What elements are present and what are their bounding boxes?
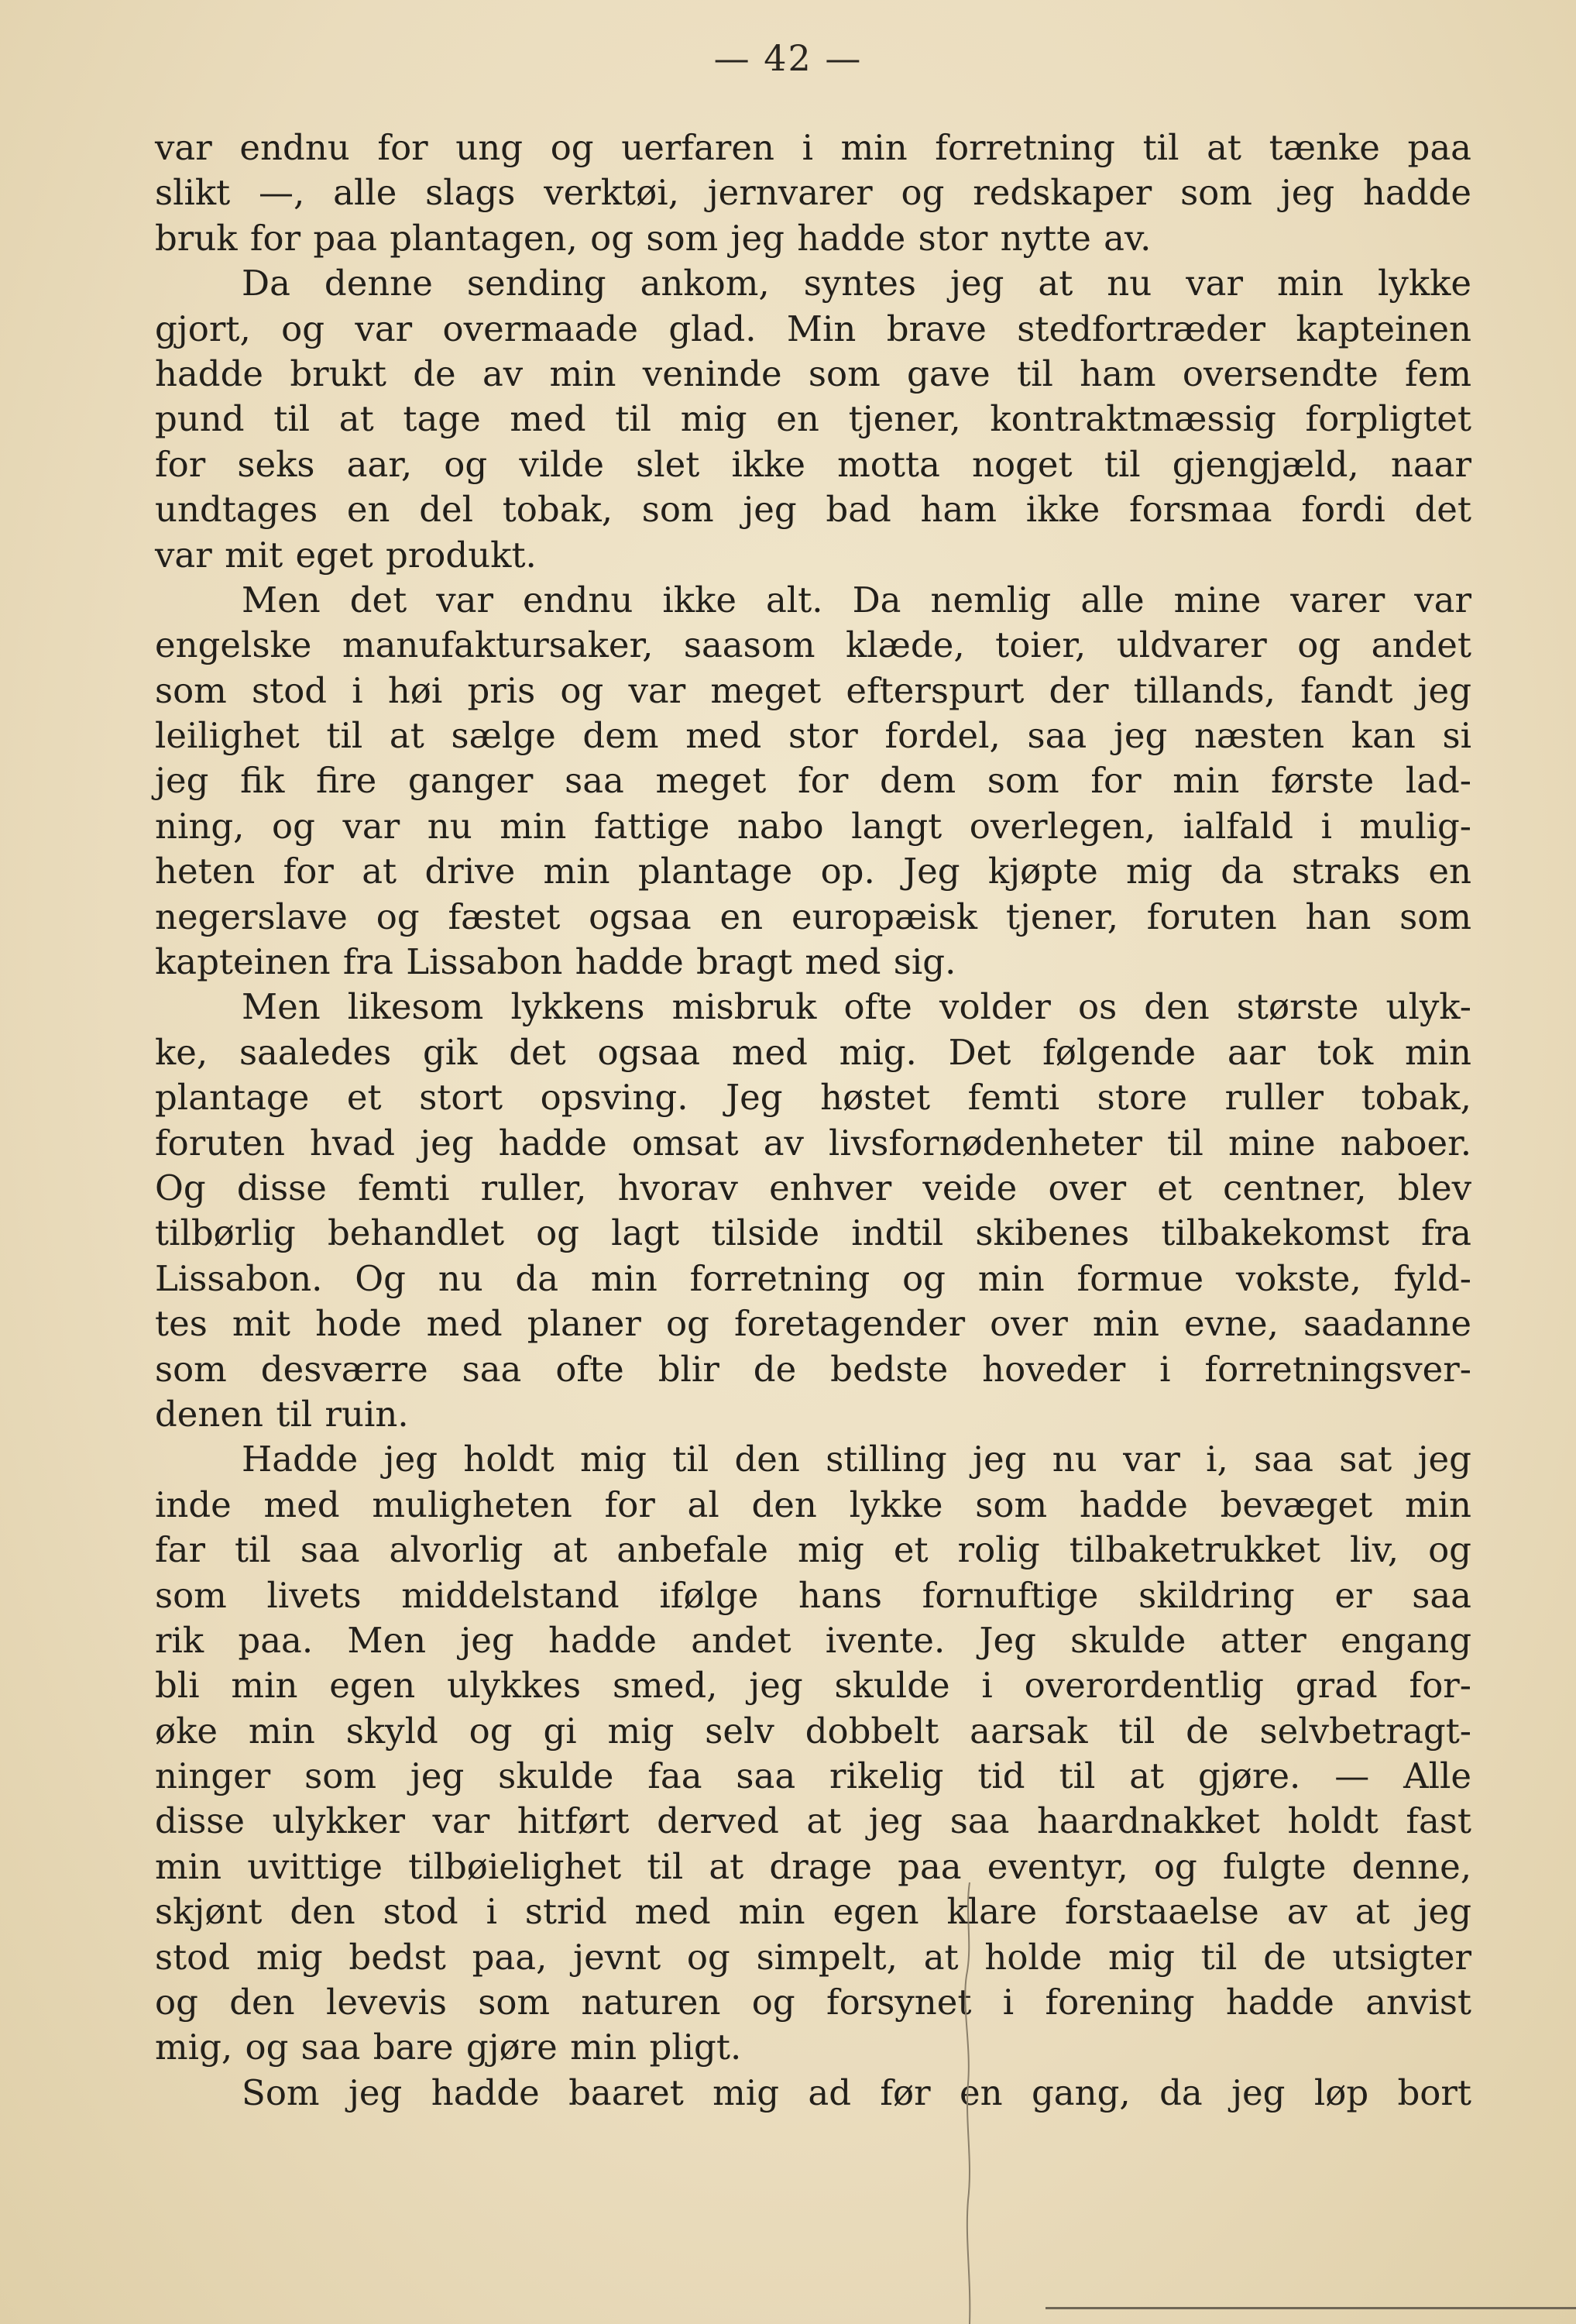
text-line: Men likesom lykkens misbruk ofte volder os den største ulyk-: [242, 986, 1471, 1028]
text-line: hadde brukt de av min veninde som gave til ham oversendte fem: [155, 352, 1471, 394]
text-line: leilighet til at sælge dem med stor fordel, saa jeg næsten kan si: [155, 715, 1471, 757]
text-line: øke min skyld og gi mig selv dobbelt aarsak til de selvbetragt-: [155, 1710, 1471, 1752]
text-line: min uvittige tilbøielighet til at drage paa eventyr, og fulgte denne,: [155, 1845, 1471, 1887]
text-line: var mit eget produkt.: [155, 534, 537, 576]
text-line: foruten hvad jeg hadde omsat av livsfornødenheter til mine naboer.: [155, 1122, 1471, 1164]
text-line: heten for at drive min plantage op. Jeg kjøpte mig da straks en: [155, 851, 1471, 892]
text-line: inde med muligheten for al den lykke som hadde bevæget min: [155, 1483, 1471, 1525]
text-line: jeg fik fire ganger saa meget for dem som for min første lad-: [155, 760, 1471, 802]
text-line: som desværre saa ofte blir de bedste hoveder i forretningsver-: [155, 1348, 1471, 1390]
text-line: var endnu for ung og uerfaren i min forretning til at tænke paa: [155, 127, 1471, 168]
text-line: plantage et stort opsving. Jeg høstet femti store ruller tobak,: [155, 1077, 1471, 1119]
body-text: [155, 125, 1471, 2116]
text-line: Da denne sending ankom, syntes jeg at nu var min lykke: [242, 263, 1471, 304]
text-line: som livets middelstand ifølge hans fornuftige skildring er saa: [155, 1574, 1471, 1616]
text-line: Lissabon. Og nu da min forretning og min formue vokste, fyld-: [155, 1257, 1471, 1299]
text-line: negerslave og fæstet ogsaa en europæisk tjener, foruten han som: [155, 896, 1471, 937]
text-line: Og disse femti ruller, hvorav enhver veide over et centner, blev: [155, 1167, 1471, 1208]
text-line: for seks aar, og vilde slet ikke motta noget til gjengjæld, naar: [155, 443, 1471, 485]
text-line: slikt —, alle slags verktøi, jernvarer og redskaper som jeg hadde: [155, 172, 1471, 214]
page-bottom-edge: [1046, 2307, 1576, 2309]
page-number: — 42 —: [713, 37, 863, 79]
text-line: gjort, og var overmaade glad. Min brave stedfortræder kapteinen: [155, 308, 1471, 349]
text-line: tilbørlig behandlet og lagt tilside indtil skibenes tilbakekomst fra: [155, 1212, 1471, 1254]
text-line: ning, og var nu min fattige nabo langt overlegen, ialfald i mulig-: [155, 805, 1471, 847]
text-line: ke, saaledes gik det ogsaa med mig. Det følgende aar tok min: [155, 1031, 1471, 1073]
text-line: rik paa. Men jeg hadde andet ivente. Jeg skulde atter engang: [155, 1619, 1471, 1661]
text-line: undtages en del tobak, som jeg bad ham ikke forsmaa fordi det: [155, 489, 1471, 531]
text-line: Som jeg hadde baaret mig ad før en gang, da jeg løp bort: [242, 2071, 1471, 2113]
text-line: skjønt den stod i strid med min egen klare forstaaelse av at jeg: [155, 1891, 1471, 1933]
text-line: bruk for paa plantagen, og som jeg hadde stor nytte av.: [155, 217, 1152, 259]
text-line: Hadde jeg holdt mig til den stilling jeg nu var i, saa sat jeg: [242, 1439, 1471, 1480]
text-line: disse ulykker var hitført derved at jeg saa haardnakket holdt fast: [155, 1800, 1471, 1842]
text-line: som stod i høi pris og var meget efterspurt der tillands, fandt jeg: [155, 669, 1471, 711]
text-line: engelske manufaktursaker, saasom klæde, toier, uldvarer og andet: [155, 624, 1471, 666]
text-line: ninger som jeg skulde faa saa rikelig tid til at gjøre. — Alle: [155, 1755, 1471, 1797]
text-line: bli min egen ulykkes smed, jeg skulde i overordentlig grad for-: [155, 1665, 1471, 1707]
text-line: pund til at tage med til mig en tjener, kontraktmæssig forpligtet: [155, 398, 1471, 440]
paper-tear-mark: [959, 1882, 982, 2324]
text-line: kapteinen fra Lissabon hadde bragt med sig.: [155, 941, 956, 983]
text-line: mig, og saa bare gjøre min pligt.: [155, 2027, 742, 2068]
text-line: og den levevis som naturen og forsynet i forening hadde anvist: [155, 1982, 1471, 2023]
text-line: Men det var endnu ikke alt. Da nemlig alle mine varer var: [242, 579, 1471, 621]
text-line: tes mit hode med planer og foretagender over min evne, saadanne: [155, 1303, 1471, 1345]
text-line: denen til ruin.: [155, 1393, 409, 1435]
text-line: far til saa alvorlig at anbefale mig et rolig tilbaketrukket liv, og: [155, 1529, 1471, 1571]
text-line: stod mig bedst paa, jevnt og simpelt, at holde mig til de utsigter: [155, 1936, 1471, 1978]
